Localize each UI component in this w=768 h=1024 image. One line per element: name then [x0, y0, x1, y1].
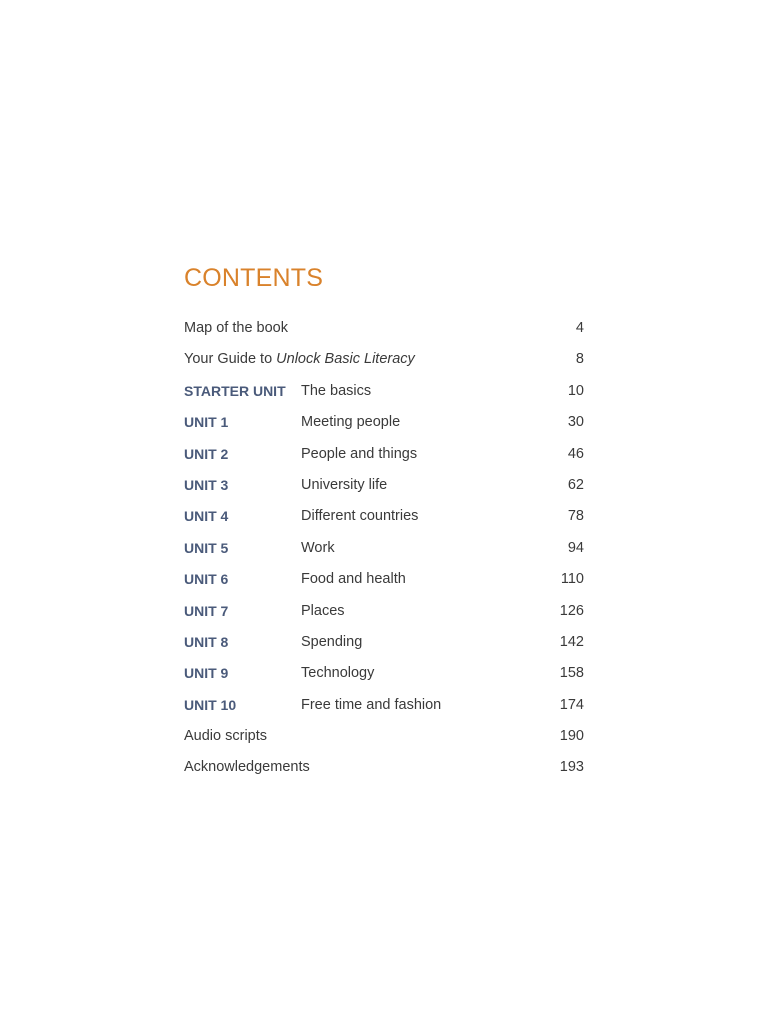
toc-page-number: 8 — [575, 351, 584, 368]
unit-label: UNIT 1 — [184, 414, 229, 431]
unit-label: UNIT 8 — [184, 633, 229, 650]
toc-entry-audio-scripts[interactable] — [184, 721, 584, 752]
toc-entry-title-italic: Unlock Basic Literacy — [276, 351, 415, 368]
toc-page-number: 4 — [575, 320, 584, 336]
unit-title: The basics — [301, 382, 372, 399]
contents-heading: CONTENTS — [184, 264, 324, 292]
toc-entry-title — [184, 344, 415, 375]
toc-entry-unit-10[interactable] — [184, 690, 584, 721]
toc-entry-starter-unit[interactable] — [184, 376, 584, 407]
toc-entry-map-of-the-book[interactable] — [184, 313, 584, 344]
toc-page-number: 126 — [559, 602, 584, 619]
toc-page-number: 46 — [567, 445, 584, 462]
toc-page-number: 62 — [567, 476, 584, 493]
unit-label: UNIT 7 — [184, 602, 229, 619]
toc-entry-unit-8[interactable] — [184, 627, 584, 658]
toc-entry-title-prefix: Your Guide to — [184, 351, 277, 368]
toc-page-number: 174 — [559, 696, 584, 713]
toc-entry-unit-9[interactable] — [184, 658, 584, 689]
unit-label: UNIT 4 — [184, 508, 229, 525]
unit-title: Meeting people — [301, 414, 401, 431]
toc-entry-unit-6[interactable] — [184, 564, 584, 595]
toc-entry-unit-1[interactable] — [184, 407, 584, 438]
toc-entry-title: Acknowledgements — [184, 759, 310, 776]
unit-title: Places — [301, 602, 345, 619]
toc-entry-your-guide[interactable] — [184, 344, 584, 375]
unit-label: UNIT 10 — [184, 696, 237, 713]
table-of-contents — [184, 313, 584, 784]
toc-entry-unit-3[interactable] — [184, 470, 584, 501]
unit-title: Food and health — [301, 571, 406, 588]
toc-page-number: 78 — [567, 508, 584, 525]
toc-page-number: 190 — [559, 728, 584, 745]
unit-title: People and things — [301, 445, 418, 462]
unit-label: UNIT 5 — [184, 539, 229, 556]
toc-page-number: 10 — [567, 382, 584, 399]
toc-page-number: 193 — [559, 759, 584, 776]
toc-page-number: 142 — [559, 633, 584, 650]
unit-title: Different countries — [301, 508, 419, 525]
unit-label: UNIT 6 — [184, 571, 229, 588]
toc-page-number: 94 — [567, 539, 584, 556]
toc-entry-unit-7[interactable] — [184, 596, 584, 627]
unit-label: STARTER UNIT — [184, 382, 286, 399]
toc-page-number: 110 — [560, 571, 584, 588]
toc-entry-title: Audio scripts — [184, 728, 268, 745]
toc-page-number: 158 — [559, 665, 584, 682]
unit-label: UNIT 3 — [184, 476, 229, 493]
toc-entry-unit-4[interactable] — [184, 501, 584, 532]
unit-title: University life — [301, 476, 388, 493]
toc-entry-title: Map of the book — [184, 320, 288, 336]
toc-page-number: 30 — [567, 414, 584, 431]
toc-entry-unit-5[interactable] — [184, 533, 584, 564]
toc-entry-acknowledgements[interactable] — [184, 752, 584, 783]
unit-title: Free time and fashion — [301, 696, 442, 713]
unit-title: Spending — [301, 633, 363, 650]
unit-label: UNIT 2 — [184, 445, 229, 462]
toc-entry-unit-2[interactable] — [184, 439, 584, 470]
unit-label: UNIT 9 — [184, 665, 229, 682]
unit-title: Technology — [301, 665, 375, 682]
unit-title: Work — [301, 539, 335, 556]
